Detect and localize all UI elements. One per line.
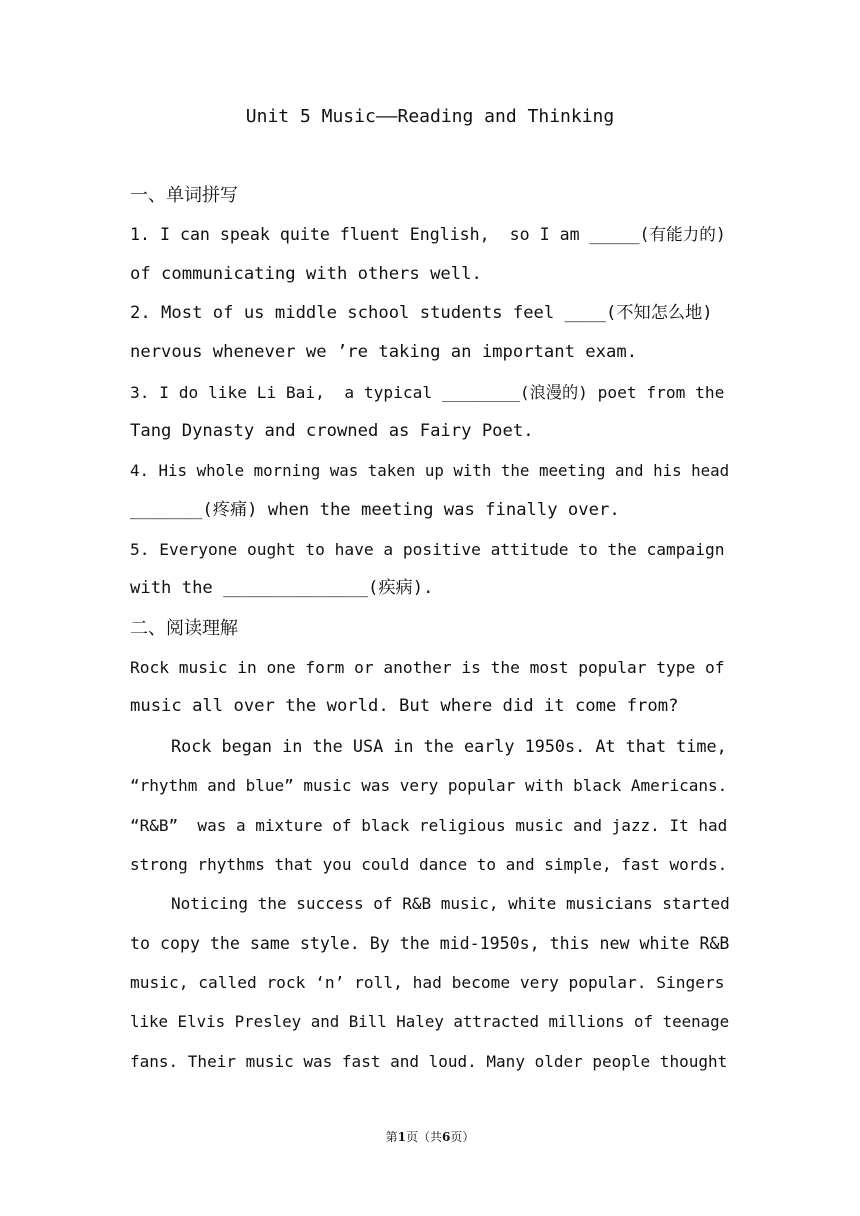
- passage-line: Rock music in one form or another is the most popular type of: [130, 658, 725, 678]
- passage-line: like Elvis Presley and Bill Haley attracted millions of teenage: [130, 1012, 730, 1032]
- exercise-line: 3. I do like Li Bai, a typical ________(浪漫的) poet from the: [130, 382, 725, 402]
- document-body: [130, 176, 730, 1081]
- passage-line: Noticing the success of R&B music, white musicians started: [171, 894, 730, 914]
- page-footer: [0, 1128, 860, 1146]
- page-total: 6: [442, 1130, 451, 1144]
- exercise-line: nervous whenever we ’re taking an important exam.: [130, 342, 638, 363]
- exercise-line: 5. Everyone ought to have a positive attitude to the campaign: [130, 540, 725, 560]
- section-heading-spelling: 一、单词拼写: [130, 185, 238, 206]
- passage-line: fans. Their music was fast and loud. Many older people thought: [130, 1051, 728, 1071]
- passage-line: to copy the same style. By the mid-1950s, this new white R&B: [130, 933, 730, 953]
- exercise-line: 2. Most of us middle school students feel ____(不知怎么地): [130, 303, 713, 324]
- page-title: Unit 5 Music——Reading and Thinking: [245, 106, 615, 127]
- section-heading-reading: 二、阅读理解: [130, 617, 238, 639]
- exercise-line: 4. His whole morning was taken up with the meeting and his head: [130, 461, 730, 481]
- footer-prefix: 第: [385, 1130, 398, 1144]
- passage-line: strong rhythms that you could dance to and simple, fast words.: [130, 854, 728, 874]
- passage-line: music, called rock ‘n’ roll, had become very popular. Singers: [130, 972, 725, 992]
- exercise-line: _______(疼痛) when the meeting was finally over.: [130, 499, 620, 520]
- footer-middle: 页（共: [405, 1130, 442, 1144]
- exercise-line: with the ______________(疾病).: [130, 578, 434, 599]
- passage-line: “rhythm and blue” music was very popular with black Americans.: [130, 776, 728, 796]
- exercise-line: Tang Dynasty and crowned as Fairy Poet.: [130, 421, 534, 442]
- exercise-line: of communicating with others well.: [130, 263, 482, 284]
- exercise-line: 1. I can speak quite fluent English, so I am _____(有能力的): [130, 225, 726, 245]
- page-number: 1: [397, 1130, 406, 1144]
- passage-line: music all over the world. But where did it come from?: [130, 696, 679, 717]
- passage-line: “R&B” was a mixture of black religious music and jazz. It had: [130, 815, 728, 835]
- passage-line: Rock began in the USA in the early 1950s. At that time,: [171, 735, 727, 756]
- footer-suffix: 页）: [450, 1130, 475, 1144]
